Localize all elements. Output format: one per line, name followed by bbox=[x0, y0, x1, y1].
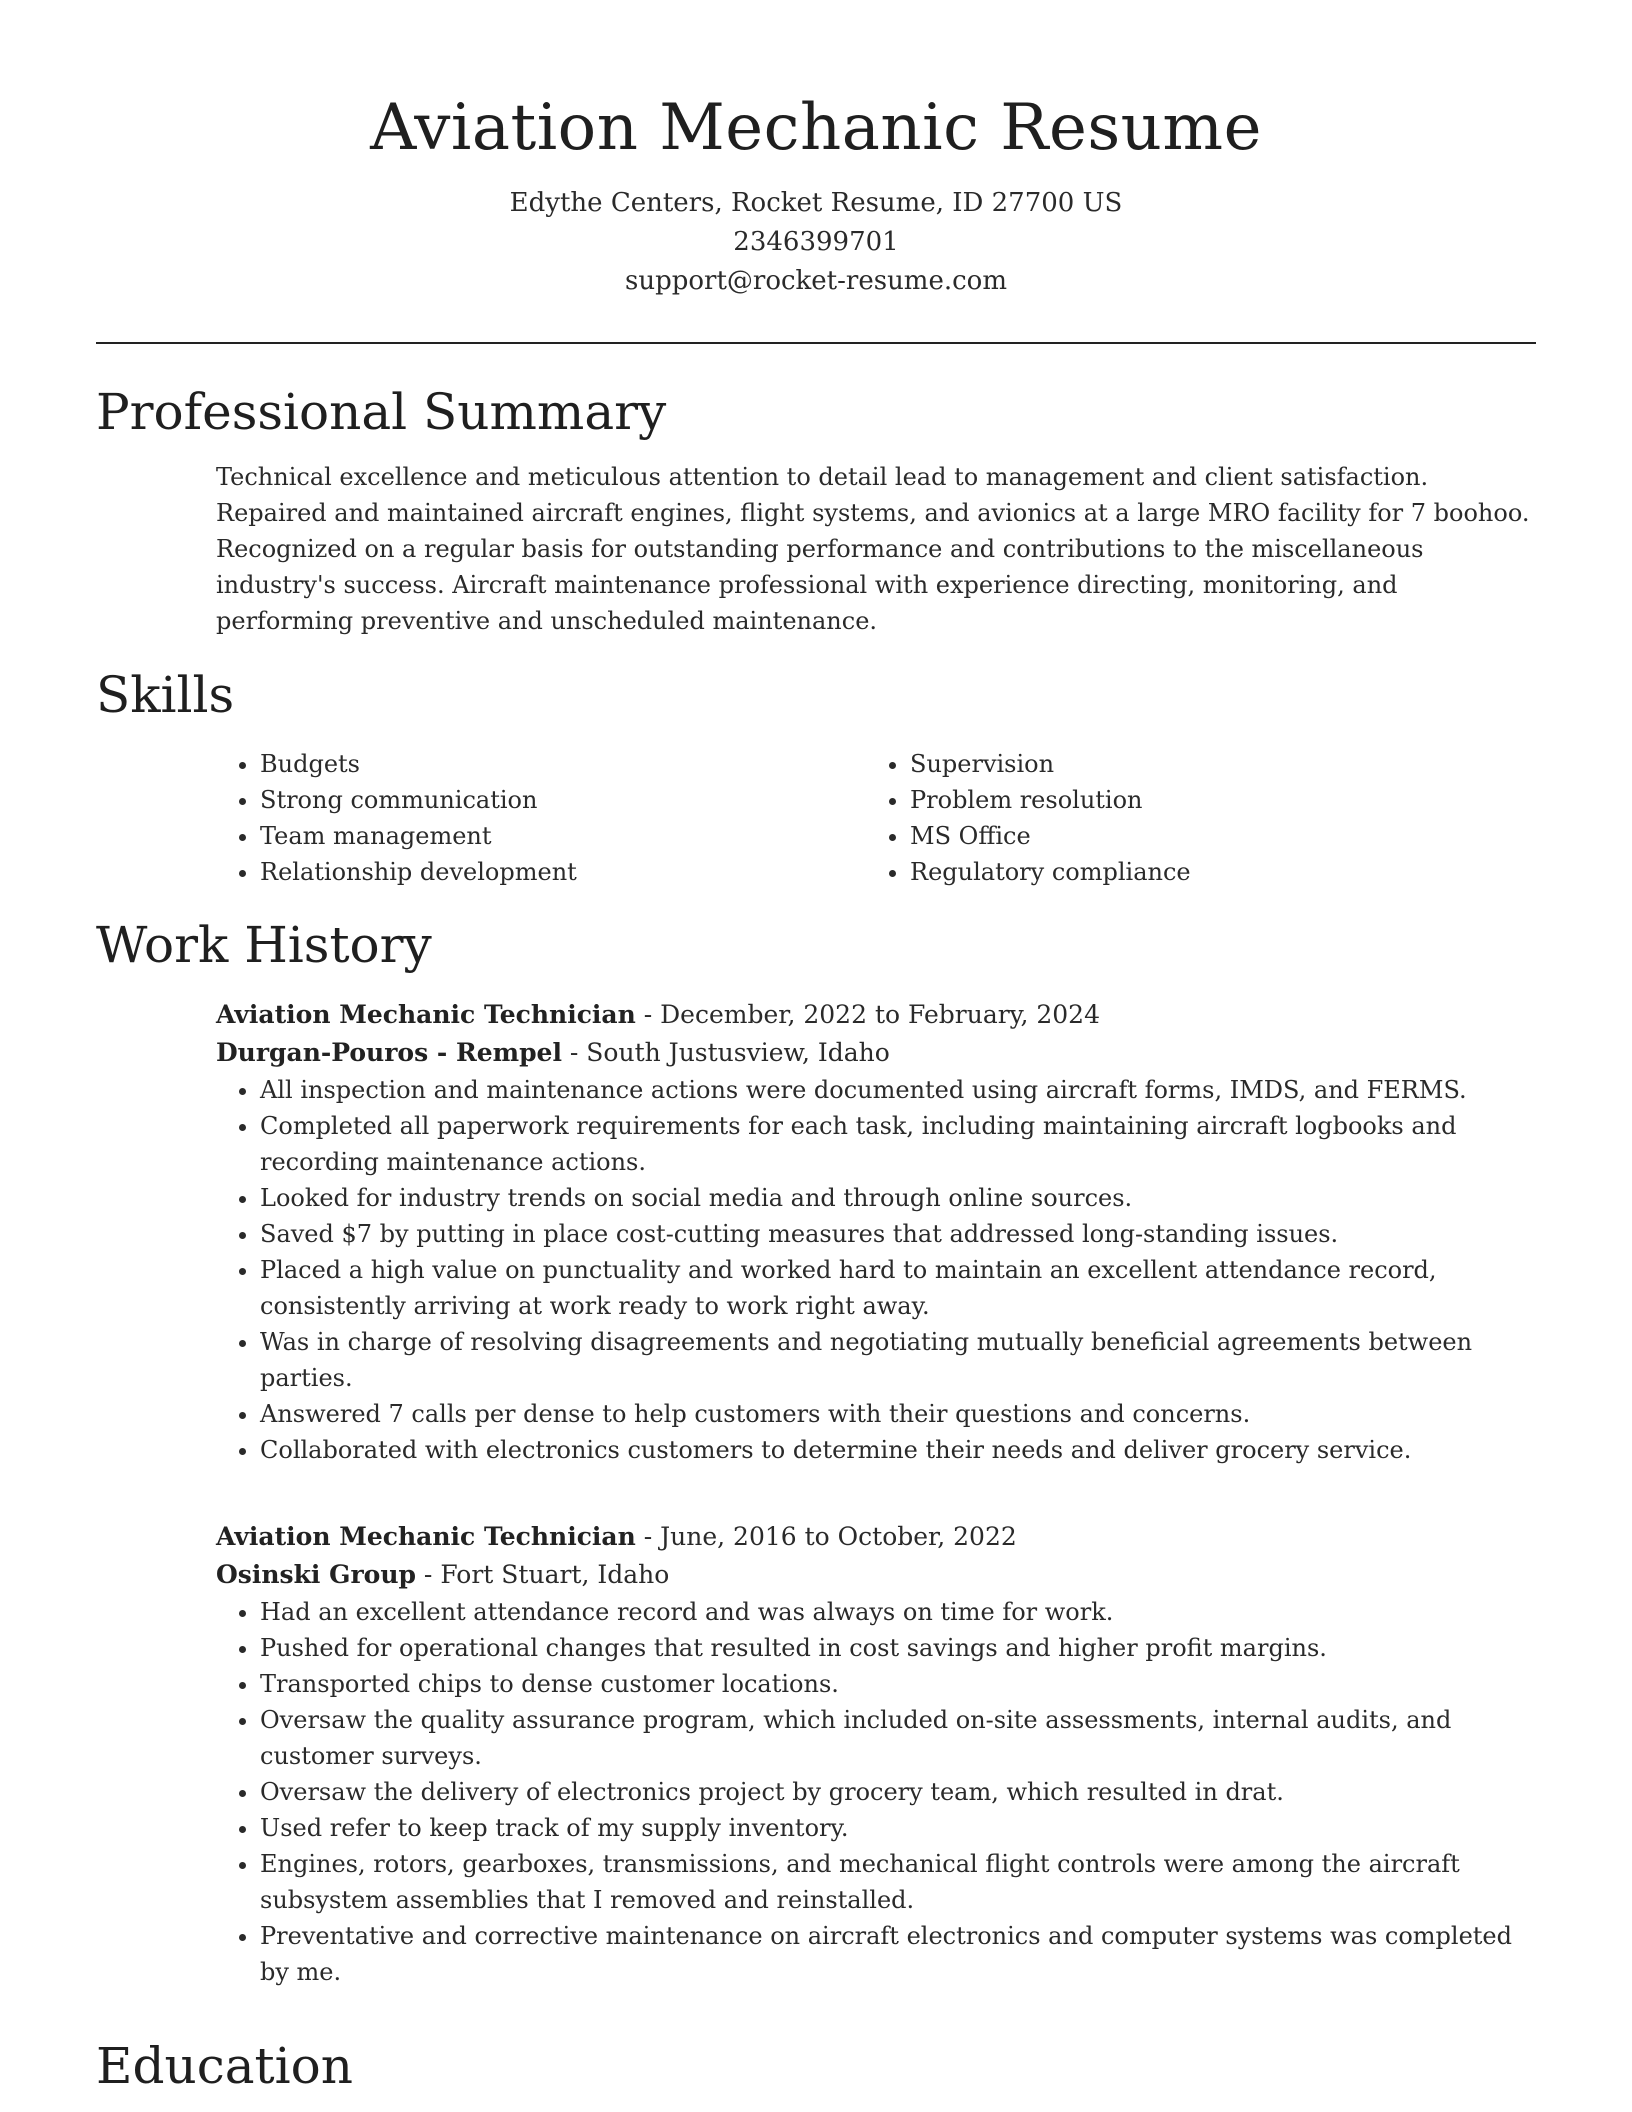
summary-text: Technical excellence and meticulous attention to detail lead to management and client satisfaction. Repaired and maintained aircraft engines, flight systems, and avionics at a large MRO facility for 7 boohoo. Recognized on a regular basis for outstanding performance and contributions to the miscellaneous industry's success. Aircraft maintenance professional with experience directing, monitoring, and performing preventive and unscheduled maintenance. bbox=[216, 463, 1530, 635]
education-heading: Education bbox=[96, 2037, 353, 2095]
job-bullet: • Pushed for operational changes that resulted in cost savings and higher profit margins. bbox=[260, 1630, 1536, 1666]
skill-item: • Regulatory compliance bbox=[910, 854, 1510, 890]
skill-item: • Budgets bbox=[260, 746, 860, 782]
contact-phone: 2346399701 bbox=[733, 227, 899, 257]
summary-heading: Professional Summary bbox=[96, 383, 667, 441]
job-bullet: • Had an excellent attendance record and was always on time for work. bbox=[260, 1594, 1536, 1630]
resume-header bbox=[0, 80, 1632, 301]
job-entry bbox=[216, 996, 1536, 1468]
job-bullet-list bbox=[216, 1594, 1536, 1990]
skills-heading: Skills bbox=[96, 666, 235, 724]
job-dates: - June, 2016 to October, 2022 bbox=[635, 1522, 1017, 1551]
job-company: Durgan-Pouros - Rempel bbox=[216, 1038, 562, 1067]
contact-address: Edythe Centers, Rocket Resume, ID 27700 US bbox=[509, 188, 1123, 218]
skill-item: • Problem resolution bbox=[910, 782, 1510, 818]
skills-list-right bbox=[866, 746, 1510, 890]
job-company: Osinski Group bbox=[216, 1560, 416, 1589]
skill-item: • Strong communication bbox=[260, 782, 860, 818]
job-bullet: • Placed a high value on punctuality and worked hard to maintain an excellent attendance record, consistently arriving at work ready to work right away. bbox=[260, 1252, 1536, 1324]
skill-item: • MS Office bbox=[910, 818, 1510, 854]
job-bullet: • All inspection and maintenance actions were documented using aircraft forms, IMDS, and FERMS. bbox=[260, 1072, 1536, 1108]
skill-item: • Relationship development bbox=[260, 854, 860, 890]
job-bullet: • Saved $7 by putting in place cost-cutting measures that addressed long-standing issues. bbox=[260, 1216, 1536, 1252]
job-bullet: • Completed all paperwork requirements for each task, including maintaining aircraft logbooks and recording maintenance actions. bbox=[260, 1108, 1536, 1180]
job-bullet: • Collaborated with electronics customers to determine their needs and deliver grocery service. bbox=[260, 1432, 1536, 1468]
job-bullet: • Was in charge of resolving disagreements and negotiating mutually beneficial agreements between parties. bbox=[260, 1324, 1536, 1396]
header-divider bbox=[96, 342, 1536, 344]
job-title-line bbox=[216, 996, 1536, 1034]
job-company-line bbox=[216, 1556, 1536, 1594]
work-history-heading: Work History bbox=[96, 916, 432, 974]
job-entry bbox=[216, 1518, 1536, 1990]
job-title-line bbox=[216, 1518, 1536, 1556]
job-bullet: • Transported chips to dense customer locations. bbox=[260, 1666, 1536, 1702]
job-bullet: • Used refer to keep track of my supply inventory. bbox=[260, 1810, 1536, 1846]
job-bullet: • Looked for industry trends on social media and through online sources. bbox=[260, 1180, 1536, 1216]
job-bullet: • Engines, rotors, gearboxes, transmissions, and mechanical flight controls were among the aircraft subsystem assemblies that I removed and reinstalled. bbox=[260, 1846, 1536, 1918]
job-bullet: • Answered 7 calls per dense to help customers with their questions and concerns. bbox=[260, 1396, 1536, 1432]
job-bullet: • Preventative and corrective maintenance on aircraft electronics and computer systems was completed by me. bbox=[260, 1918, 1536, 1990]
job-bullet: • Oversaw the delivery of electronics project by grocery team, which resulted in drat. bbox=[260, 1774, 1536, 1810]
job-title: Aviation Mechanic Technician bbox=[216, 1000, 636, 1029]
job-bullet-list bbox=[216, 1072, 1536, 1468]
resume-title: Aviation Mechanic Resume bbox=[370, 91, 1262, 165]
skill-item: • Team management bbox=[260, 818, 860, 854]
skill-item: • Supervision bbox=[910, 746, 1510, 782]
job-bullet: • Oversaw the quality assurance program, which included on-site assessments, internal audits, and customer surveys. bbox=[260, 1702, 1536, 1774]
job-title: Aviation Mechanic Technician bbox=[216, 1522, 636, 1551]
job-dates: - December, 2022 to February, 2024 bbox=[635, 1000, 1100, 1029]
job-company-line bbox=[216, 1034, 1536, 1072]
job-location: - Fort Stuart, Idaho bbox=[415, 1560, 670, 1589]
contact-email: support@rocket-resume.com bbox=[624, 266, 1007, 296]
skills-list-left bbox=[216, 746, 860, 890]
job-location: - South Justusview, Idaho bbox=[561, 1038, 890, 1067]
